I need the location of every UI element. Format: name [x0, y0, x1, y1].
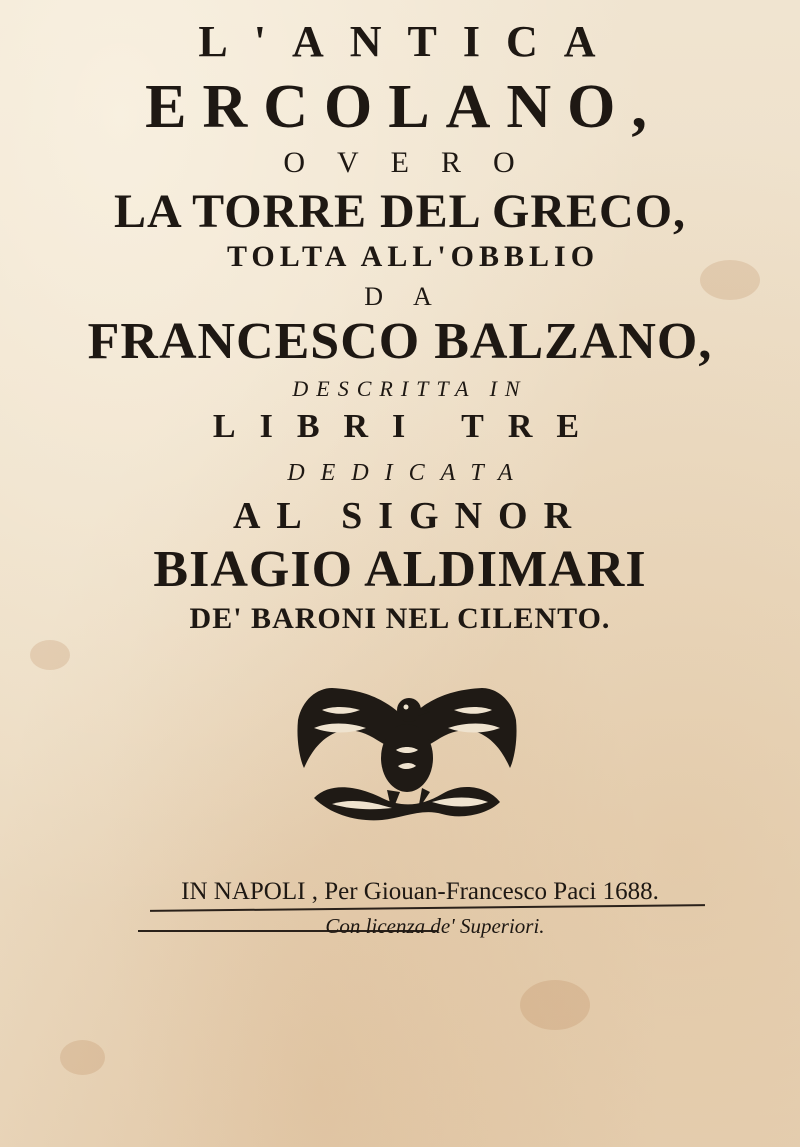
- title-line-dedicata: DEDICATA: [287, 460, 529, 486]
- title-line-overo: OVERO: [283, 146, 547, 179]
- paper-stain: [30, 640, 70, 670]
- license-line: Con licenza de' Superiori.: [325, 914, 545, 938]
- dedicatee-name: BIAGIO ALDIMARI: [153, 541, 647, 598]
- dedicatee-title: DE' BARONI NEL CILENTO.: [189, 602, 611, 635]
- title-line-descritta: DESCRITTA IN: [292, 376, 528, 401]
- title-line-da: DA: [364, 282, 462, 311]
- title-line-libri-tre: LIBRI TRE: [212, 408, 604, 445]
- imprint-line: IN NAPOLI , Per Giouan-Francesco Paci 1688.: [181, 878, 659, 905]
- title-line-ercolano: ERCOLANO,: [145, 73, 663, 141]
- author-name: FRANCESCO BALZANO,: [87, 313, 713, 370]
- title-line-tolta: TOLTA ALL'OBBLIO: [226, 240, 600, 273]
- title-line-antica: L'ANTICA: [198, 17, 622, 66]
- eagle-and-serpent-icon: [292, 680, 522, 830]
- title-line-al-signor: AL SIGNOR: [232, 495, 588, 537]
- paper-stain: [60, 1040, 105, 1075]
- title-line-torre-del-greco: LA TORRE DEL GRECO,: [113, 185, 687, 238]
- paper-stain: [520, 980, 590, 1030]
